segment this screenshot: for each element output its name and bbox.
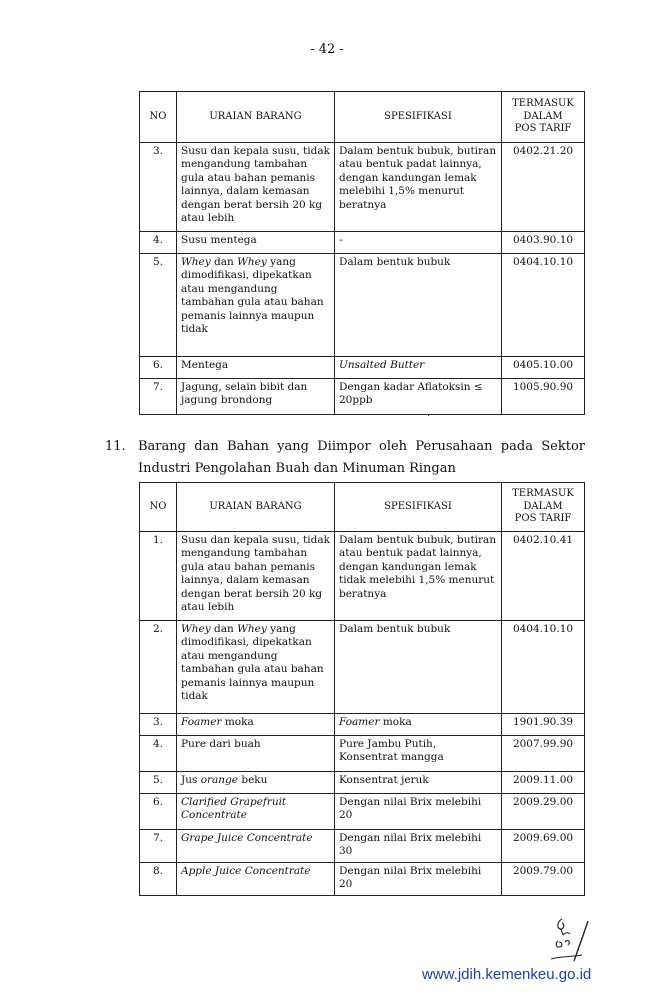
- table-cell: 2007.99.90: [502, 736, 585, 772]
- table-cell: Konsentrat jeruk: [335, 772, 502, 794]
- col-header-spesifikasi: SPESIFIKASI: [335, 92, 502, 143]
- table-cell: 7.: [140, 830, 177, 863]
- table-cell: Jagung, selain bibit dan jagung brondong: [177, 379, 335, 415]
- page-number: - 42 -: [310, 42, 344, 57]
- website-footer: www.jdih.kemenkeu.go.id: [422, 966, 592, 983]
- section-number: 11.: [105, 439, 126, 454]
- table-cell: 3.: [140, 714, 177, 736]
- paraf-signature-icon: [548, 915, 596, 965]
- table-cell: Grape Juice Concentrate: [177, 830, 335, 863]
- section-title: Barang dan Bahan yang Diimpor oleh Perusahaan pada Sektor Industri Pengolahan Buah dan Minuman Ringan: [138, 439, 585, 476]
- table-cell: 7.: [140, 379, 177, 415]
- table-row: [140, 379, 585, 415]
- table-cell: Dalam bentuk bubuk, butiran atau bentuk padat lainnya, dengan kandungan lemak tidak melebihi 1,5% menurut beratnya: [335, 532, 502, 621]
- table-row: [140, 532, 585, 621]
- table-cell: 5.: [140, 254, 177, 357]
- table-cell: Mentega: [177, 357, 335, 379]
- table-cell: Dengan nilai Brix melebihi 20: [335, 794, 502, 830]
- table-cell: 1901.90.39: [502, 714, 585, 736]
- col-header-uraian: URAIAN BARANG: [177, 483, 335, 532]
- table-cell: 0402.21.20: [502, 143, 585, 232]
- table-row: [140, 736, 585, 772]
- table-cell: Dalam bentuk bubuk: [335, 254, 502, 357]
- col-header-no: NO: [140, 483, 177, 532]
- table-cell: -: [335, 232, 502, 254]
- table-cell: Susu mentega: [177, 232, 335, 254]
- col-header-uraian: URAIAN BARANG: [177, 92, 335, 143]
- commodity-table-2: [139, 482, 585, 896]
- table-cell: Dalam bentuk bubuk: [335, 621, 502, 714]
- section-heading: [105, 436, 585, 480]
- table-row: [140, 621, 585, 714]
- table-row: [140, 232, 585, 254]
- table-row: [140, 714, 585, 736]
- table-cell: Clarified Grapefruit Concentrate: [177, 794, 335, 830]
- table-cell: Susu dan kepala susu, tidak mengandung tambahan gula atau bahan pemanis lainnya, dalam kemasan dengan berat bersih 20 kg atau lebih: [177, 143, 335, 232]
- table-cell: Foamer moka: [177, 714, 335, 736]
- table-cell: Jus orange beku: [177, 772, 335, 794]
- col-header-spesifikasi: SPESIFIKASI: [335, 483, 502, 532]
- table-cell: 0403.90.10: [502, 232, 585, 254]
- table-cell: Unsalted Butter: [335, 357, 502, 379]
- table-cell: Foamer moka: [335, 714, 502, 736]
- table-cell: 2009.29.00: [502, 794, 585, 830]
- table-cell: 4.: [140, 232, 177, 254]
- commodity-table-1: [139, 91, 585, 415]
- col-header-pos-tarif: TERMASUK DALAM POS TARIF: [502, 92, 585, 143]
- table-cell: 4.: [140, 736, 177, 772]
- table-cell: Susu dan kepala susu, tidak mengandung tambahan gula atau bahan pemanis lainnya, dalam kemasan dengan berat bersih 20 kg atau lebih: [177, 532, 335, 621]
- table-row: [140, 143, 585, 232]
- table-cell: Pure Jambu Putih, Konsentrat mangga: [335, 736, 502, 772]
- col-header-pos-tarif: TERMASUK DALAM POS TARIF: [502, 483, 585, 532]
- table-cell: 0405.10.00: [502, 357, 585, 379]
- table-cell: 3.: [140, 143, 177, 232]
- table-row: [140, 254, 585, 357]
- table-cell: Apple Juice Concentrate: [177, 863, 335, 896]
- table-cell: 5.: [140, 772, 177, 794]
- table-cell: Dengan nilai Brix melebihi 30: [335, 830, 502, 863]
- table-cell: Pure dari buah: [177, 736, 335, 772]
- table-cell: Whey dan Whey yang dimodifikasi, dipekatkan atau mengandung tambahan gula atau bahan pemanis lainnya maupun tidak: [177, 621, 335, 714]
- table-cell: Whey dan Whey yang dimodifikasi, dipekatkan atau mengandung tambahan gula atau bahan pemanis lainnya maupun tidak: [177, 254, 335, 357]
- table-cell: 6.: [140, 357, 177, 379]
- table-row: [140, 357, 585, 379]
- table-row: [140, 830, 585, 863]
- table-cell: 0402.10.41: [502, 532, 585, 621]
- scan-speck: ·: [427, 411, 431, 422]
- table-cell: 2.: [140, 621, 177, 714]
- table-cell: 1005.90.90: [502, 379, 585, 415]
- table-cell: 1.: [140, 532, 177, 621]
- table-cell: 0404.10.10: [502, 621, 585, 714]
- table-row: [140, 772, 585, 794]
- table-cell: 2009.79.00: [502, 863, 585, 896]
- table-cell: 2009.69.00: [502, 830, 585, 863]
- table-row: [140, 863, 585, 896]
- table-cell: Dengan kadar Aflatoksin ≤ 20ppb: [335, 379, 502, 415]
- table-row: [140, 794, 585, 830]
- table-cell: 2009.11.00: [502, 772, 585, 794]
- table-cell: 6.: [140, 794, 177, 830]
- table-cell: 8.: [140, 863, 177, 896]
- table-cell: 0404.10.10: [502, 254, 585, 357]
- table-cell: Dalam bentuk bubuk, butiran atau bentuk padat lainnya, dengan kandungan lemak melebihi 1,5% menurut beratnya: [335, 143, 502, 232]
- table-cell: Dengan nilai Brix melebihi 20: [335, 863, 502, 896]
- col-header-no: NO: [140, 92, 177, 143]
